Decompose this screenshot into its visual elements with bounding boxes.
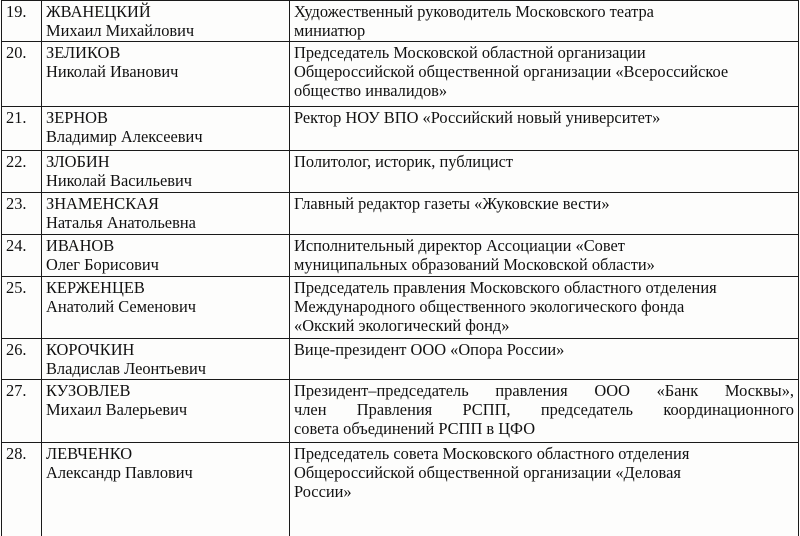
row-number: 20. [2, 42, 42, 107]
person-given-names: Михаил Михайлович [46, 21, 195, 40]
row-number: 22. [2, 151, 42, 193]
position-description [290, 151, 799, 193]
row-number: 21. [2, 107, 42, 151]
table-row [2, 193, 799, 235]
description-line: Общероссийской общественной организации «Всероссийское [294, 62, 729, 81]
person-given-names: Александр Павлович [46, 463, 193, 482]
position-description [290, 380, 799, 443]
position-description [290, 193, 799, 235]
description-line: «Окский экологический фонд» [294, 316, 510, 335]
person-name-cell [42, 151, 290, 193]
description-line: России» [294, 482, 352, 501]
person-given-names: Николай Иванович [46, 62, 179, 81]
description-line: Председатель совета Московского областного отделения [294, 444, 690, 463]
person-name-cell [42, 443, 290, 536]
row-number: 27. [2, 380, 42, 443]
position-description [290, 443, 799, 536]
description-line: Президент–председатель правления ООО «Банк Москвы», [294, 381, 794, 400]
row-number: 24. [2, 235, 42, 277]
row-number: 25. [2, 277, 42, 339]
person-surname: КУЗОВЛЕВ [46, 381, 131, 400]
description-line: миниатюр [294, 21, 366, 40]
person-given-names: Олег Борисович [46, 255, 159, 274]
members-table-body [2, 1, 799, 536]
person-name-cell [42, 107, 290, 151]
table-row [2, 339, 799, 380]
description-line: Политолог, историк, публицист [294, 152, 514, 171]
person-name-cell [42, 339, 290, 380]
description-line: общество инвалидов» [294, 81, 448, 100]
person-surname: ЖВАНЕЦКИЙ [46, 2, 151, 21]
description-line: Общероссийской общественной организации «Деловая [294, 463, 681, 482]
table-row [2, 235, 799, 277]
person-given-names: Наталья Анатольевна [46, 213, 196, 232]
person-surname: ЗЕРНОВ [46, 108, 108, 127]
position-description [290, 339, 799, 380]
description-line: Художественный руководитель Московского театра [294, 2, 654, 21]
person-name-cell [42, 1, 290, 42]
person-given-names: Николай Васильевич [46, 171, 192, 190]
person-name-cell [42, 235, 290, 277]
table-row [2, 151, 799, 193]
description-line: муниципальных образований Московской области» [294, 255, 655, 274]
person-name-cell [42, 380, 290, 443]
person-name-cell [42, 277, 290, 339]
description-line: Ректор НОУ ВПО «Российский новый университет» [294, 108, 661, 127]
person-name-cell [42, 42, 290, 107]
description-line: Международного общественного экологического фонда [294, 297, 685, 316]
description-line: член Правления РСПП, председатель координационного [294, 400, 794, 419]
person-surname: ИВАНОВ [46, 236, 115, 255]
description-line: Исполнительный директор Ассоциации «Совет [294, 236, 625, 255]
person-surname: ЗЕЛИКОВ [46, 43, 121, 62]
person-surname: ЛЕВЧЕНКО [46, 444, 133, 463]
position-description [290, 107, 799, 151]
table-row [2, 443, 799, 536]
table-row [2, 277, 799, 339]
person-name-cell [42, 193, 290, 235]
row-number: 23. [2, 193, 42, 235]
row-number: 19. [2, 1, 42, 42]
person-given-names: Владислав Леонтьевич [46, 359, 206, 378]
person-surname: КОРОЧКИН [46, 340, 135, 359]
table-row [2, 107, 799, 151]
position-description [290, 235, 799, 277]
person-surname: ЗНАМЕНСКАЯ [46, 194, 159, 213]
table-row [2, 380, 799, 443]
table-row [2, 1, 799, 42]
description-line: совета объединений РСПП в ЦФО [294, 419, 536, 438]
person-surname: КЕРЖЕНЦЕВ [46, 278, 145, 297]
row-number: 28. [2, 443, 42, 536]
row-number: 26. [2, 339, 42, 380]
description-line: Вице-президент ООО «Опора России» [294, 340, 565, 359]
table-row [2, 42, 799, 107]
person-surname: ЗЛОБИН [46, 152, 110, 171]
person-given-names: Владимир Алексеевич [46, 127, 203, 146]
description-line: Главный редактор газеты «Жуковские вести» [294, 194, 610, 213]
person-given-names: Михаил Валерьевич [46, 400, 188, 419]
description-line: Председатель правления Московского областного отделения [294, 278, 717, 297]
position-description [290, 42, 799, 107]
position-description [290, 1, 799, 42]
position-description [290, 277, 799, 339]
description-line: Председатель Московской областной организации [294, 43, 646, 62]
person-given-names: Анатолий Семенович [46, 297, 196, 316]
members-table [1, 0, 799, 536]
